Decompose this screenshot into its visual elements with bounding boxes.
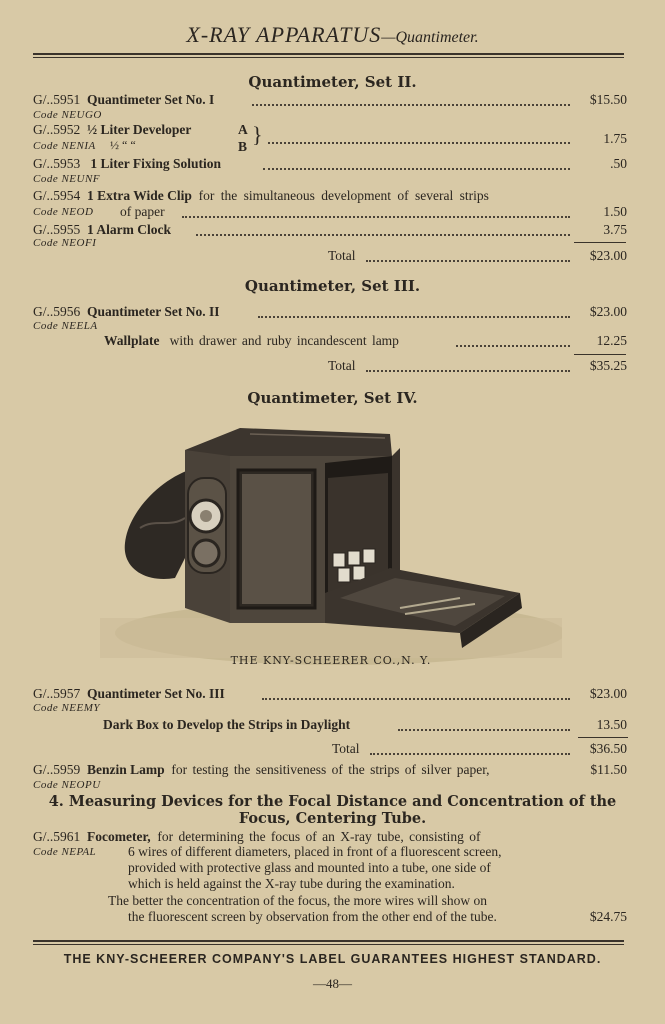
set2-heading: Quantimeter, Set II. [248, 73, 417, 91]
item-5961 [33, 829, 481, 845]
set2-total: $23.00 [589, 248, 627, 263]
item-5959 [33, 762, 490, 778]
item-title: 1 Extra Wide Clip [87, 188, 192, 203]
footer-rule-top [33, 940, 624, 942]
subtotal-rule [574, 354, 626, 355]
developer-b-label: B [238, 139, 248, 154]
item-5955 [33, 222, 171, 238]
item-description: for the simultaneous development of several strips [198, 188, 489, 203]
item-title: Focometer, [87, 829, 151, 844]
item-5957 [33, 686, 225, 702]
leader-dots [456, 345, 570, 347]
leader-dots [366, 260, 570, 262]
section4-heading-line2: Focus, Centering Tube. [238, 810, 427, 827]
set3-total-label: Total [328, 358, 356, 373]
item-title: Wallplate [104, 333, 160, 348]
code-5951: Code NEUGO [33, 109, 102, 121]
footer-slogan: THE KNY-SCHEERER COMPANY'S LABEL GUARANTEES HIGHEST STANDARD. [63, 952, 602, 966]
price-5951: $15.50 [589, 92, 627, 107]
item-description-line: provided with protective glass and mounted into a tube, one side of [128, 860, 491, 875]
footer-rule-bottom [33, 944, 624, 945]
header-subtitle: —Quantimeter. [381, 29, 479, 46]
leader-dots [196, 234, 570, 236]
leader-dots [398, 729, 570, 731]
item-description: for testing the sensitiveness of the strips of silver paper, [171, 762, 490, 777]
price-5957: $23.00 [589, 686, 627, 701]
item-title: Quantimeter Set No. III [87, 686, 225, 701]
leader-dots [252, 104, 570, 106]
item-number: G/..5951 [33, 92, 81, 107]
price-5953: .50 [610, 156, 627, 171]
price-5961: $24.75 [589, 909, 627, 924]
header-rule-bottom [33, 57, 624, 58]
item-number: G/..5952 [33, 122, 81, 137]
darkbox-item: Dark Box to Develop the Strips in Daylight [103, 717, 351, 732]
item-5951 [33, 92, 214, 108]
price-5959: $11.50 [590, 762, 627, 777]
page-header [0, 22, 665, 48]
leader-dots [370, 753, 570, 755]
header-title: X-RAY APPARATUS [186, 22, 382, 47]
page-number: —48— [313, 976, 352, 991]
price-5954: 1.50 [603, 204, 627, 219]
set3-heading: Quantimeter, Set III. [244, 277, 421, 295]
item-description-line: for determining the focus of an X-ray tube, consisting of [157, 829, 481, 844]
price-darkbox: 13.50 [596, 717, 627, 732]
set2-total-label: Total [328, 248, 356, 263]
item-number: G/..5959 [33, 762, 81, 777]
item-number: G/..5961 [33, 829, 81, 844]
item-number: G/..5956 [33, 304, 81, 319]
item-description-line: the fluorescent screen by observation from the other end of the tube. [128, 909, 497, 924]
code-5954: Code NEOD [33, 206, 94, 218]
header-rule-top [33, 53, 624, 55]
price-wallplate: 12.25 [596, 333, 627, 348]
item-title: ½ Liter Developer [87, 122, 192, 137]
item-description: with drawer and ruby incandescent lamp [169, 333, 399, 348]
set3-total: $35.25 [589, 358, 627, 373]
item-number: G/..5953 [33, 156, 81, 171]
brace-icon: } [252, 122, 263, 147]
item-number: G/..5954 [33, 188, 81, 203]
code-5956: Code NEELA [33, 320, 98, 332]
item-5953 [33, 156, 221, 172]
developer-a-label: A [238, 122, 248, 137]
set4-total-label: Total [332, 741, 360, 756]
set4-heading: Quantimeter, Set IV. [247, 389, 418, 407]
item-number: G/..5955 [33, 222, 81, 237]
price-5956: $23.00 [589, 304, 627, 319]
wallplate-item [104, 333, 399, 349]
item-description-line: 6 wires of different diameters, placed in front of a fluorescent screen, [128, 844, 502, 859]
subtotal-rule [574, 242, 626, 243]
price-5952: 1.75 [603, 131, 627, 146]
code-5953: Code NEUNF [33, 173, 101, 185]
code-5952: Code NENIA [33, 140, 96, 152]
item-title: Quantimeter Set No. II [87, 304, 220, 319]
leader-dots [366, 370, 570, 372]
leader-dots [268, 142, 570, 144]
ditto-marks: ½ “ “ [110, 138, 136, 152]
code-5961: Code NEPAL [33, 846, 97, 858]
item-5954 [33, 188, 489, 204]
item-number: G/..5957 [33, 686, 81, 701]
item-title: Quantimeter Set No. I [87, 92, 215, 107]
leader-dots [182, 216, 570, 218]
code-5959: Code NEOPU [33, 779, 101, 791]
dark-box-illustration [100, 418, 562, 678]
item-title: 1 Liter Fixing Solution [90, 156, 222, 171]
leader-dots [263, 168, 570, 170]
section4-heading-line1: 4. Measuring Devices for the Focal Distance and Concentration of the [48, 793, 617, 810]
illustration-caption: THE KNY-SCHEERER CO.,N. Y. [230, 654, 432, 667]
item-description-line: which is held against the X-ray tube during the examination. [128, 876, 455, 891]
code-5957: Code NEEMY [33, 702, 101, 714]
price-5955: 3.75 [603, 222, 627, 237]
subtotal-rule [578, 737, 628, 738]
item-title: 1 Alarm Clock [87, 222, 171, 237]
code-5955: Code NEOFI [33, 237, 97, 249]
set4-total: $36.50 [589, 741, 627, 756]
item-description-line: The better the concentration of the focus, the more wires will show on [108, 893, 488, 908]
item-5952 [33, 122, 191, 138]
item-5956 [33, 304, 220, 320]
leader-dots [262, 698, 570, 700]
item-5954-cont: of paper [120, 204, 165, 219]
item-title: Benzin Lamp [87, 762, 165, 777]
leader-dots [258, 316, 570, 318]
